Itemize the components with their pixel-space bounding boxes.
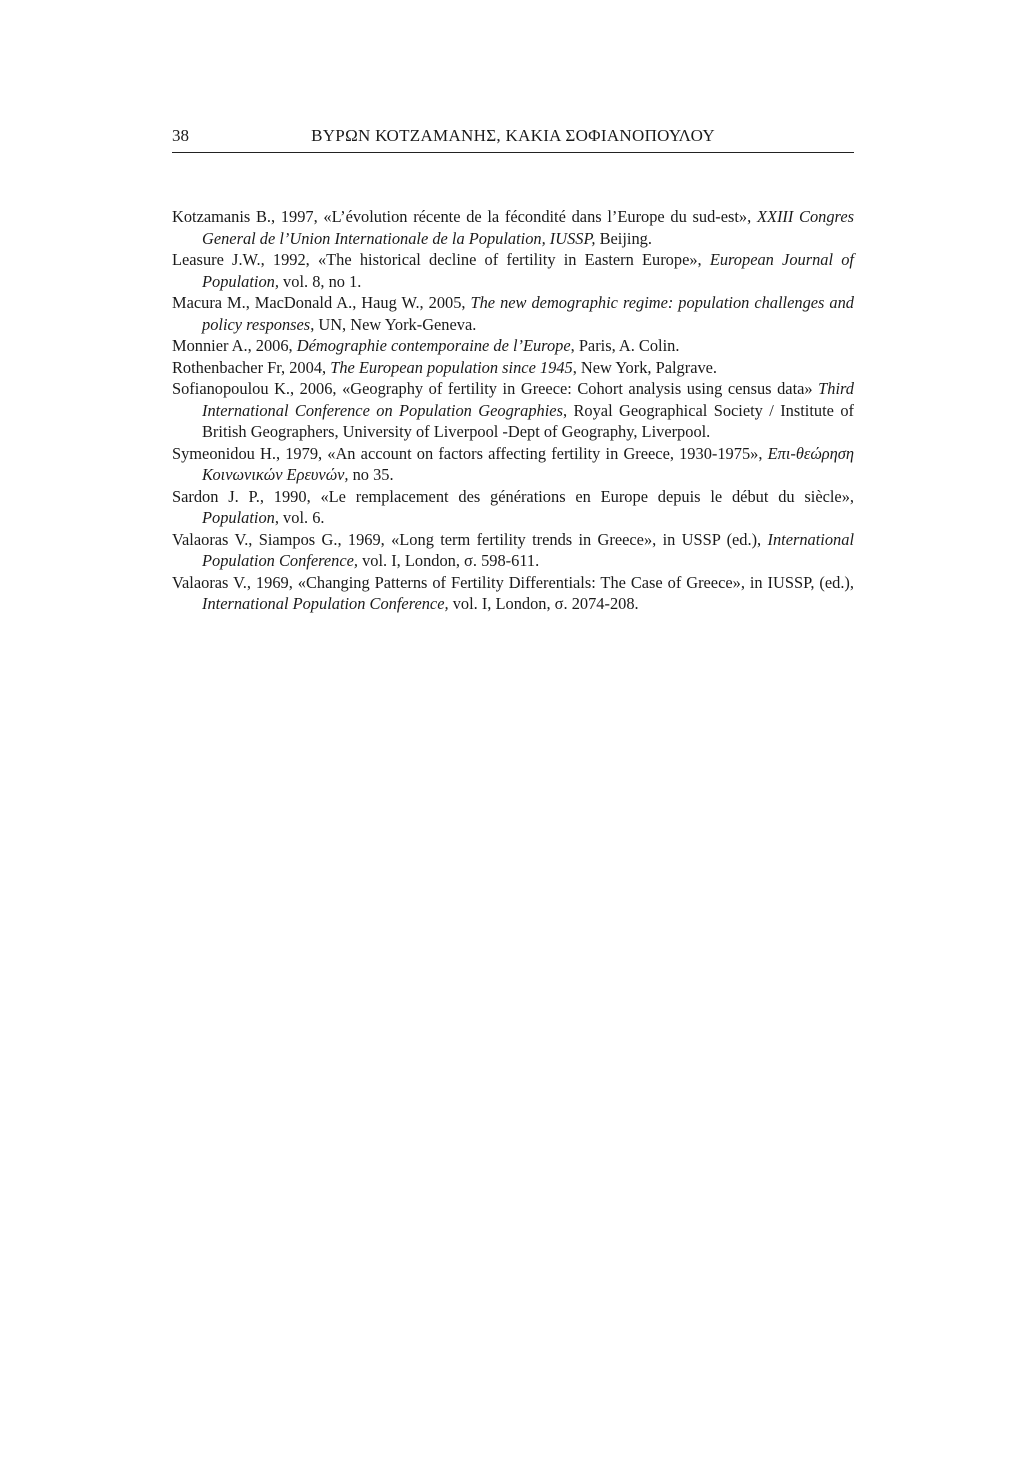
reference-text: Kotzamanis B., 1997, «L’évolution récente de la fécondité dans l’Europe du sud-est», (172, 207, 757, 226)
reference-title: Επι-θεώρηση Κοινωνικών Ερευνών, (202, 443, 854, 484)
reference-text: Beijing. (595, 228, 652, 248)
reference-title: The European population since 1945 (330, 357, 573, 377)
reference-title: The new demographic regime: population challenges and policy responses (202, 293, 854, 334)
reference-item (172, 529, 854, 572)
reference-text: , Royal Geographical Society / Institute of British Geographers, University of Liverpool -Dept of Geography, Liverpool. (202, 400, 854, 441)
reference-text: , vol. 6. (274, 508, 325, 527)
reference-text: , UN, New York-Geneva. (310, 314, 477, 334)
reference-title: XXIII Congres General de l’Union Internationale de la Population, IUSSP, (202, 207, 854, 248)
reference-text: vol. I, London, σ. 598-611. (357, 551, 540, 570)
reference-text: Sardon J. P., 1990, «Le remplacement des générations en Europe depuis le début du siècle», (172, 486, 854, 506)
reference-item (172, 357, 854, 379)
reference-item (172, 292, 854, 335)
reference-item (172, 378, 854, 443)
reference-item (172, 335, 854, 357)
reference-text: Symeonidou H., 1979, «An account on factors affecting fertility in Greece, 1930-1975», (172, 443, 768, 463)
reference-item (172, 486, 854, 529)
reference-title: International Population Conference, (202, 529, 854, 570)
reference-title: Third International Conference on Population Geographies (202, 379, 854, 420)
reference-item (172, 443, 854, 486)
reference-text: Sofianopoulou K., 2006, «Geography of fertility in Greece: Cohort analysis using census data» (172, 379, 819, 398)
reference-text: Valaoras V., 1969, «Changing Patterns of Fertility Differentials: The Case of Greece», in IUSSP, (ed.), (172, 572, 854, 592)
reference-text: Rothenbacher Fr, 2004, (172, 357, 331, 377)
reference-title: Population (202, 508, 275, 527)
reference-item (172, 249, 854, 292)
reference-text: Leasure J.W., 1992, «The historical decline of fertility in Eastern Europe», (172, 250, 710, 269)
reference-text: vol. 8, no 1. (278, 271, 362, 291)
reference-text: Valaoras V., Siampos G., 1969, «Long term fertility trends in Greece», in USSP (ed.), (172, 529, 768, 549)
reference-title: Démographie contemporaine de l’Europe (296, 336, 571, 355)
reference-item (172, 572, 854, 615)
reference-text: vol. I, London, σ. 2074-208. (448, 594, 639, 613)
page-number: 38 (172, 126, 189, 145)
reference-text: , New York, Palgrave. (572, 357, 718, 377)
reference-text: Macura M., MacDonald A., Haug W., 2005, (172, 293, 471, 312)
reference-title: International Population Conference, (202, 594, 449, 613)
reference-text: no 35. (348, 465, 394, 484)
page-header (172, 126, 854, 153)
reference-text: Monnier A., 2006, (172, 336, 297, 355)
reference-title: European Journal of Population, (202, 250, 854, 291)
running-title: ΒΥΡΩΝ ΚΟΤΖΑΜΑΝΗΣ, ΚΑΚΙΑ ΣΟΦΙΑΝΟΠΟΥΛΟΥ (311, 126, 715, 145)
reference-text: , Paris, A. Colin. (570, 336, 680, 355)
reference-list (172, 206, 854, 615)
reference-item (172, 206, 854, 249)
